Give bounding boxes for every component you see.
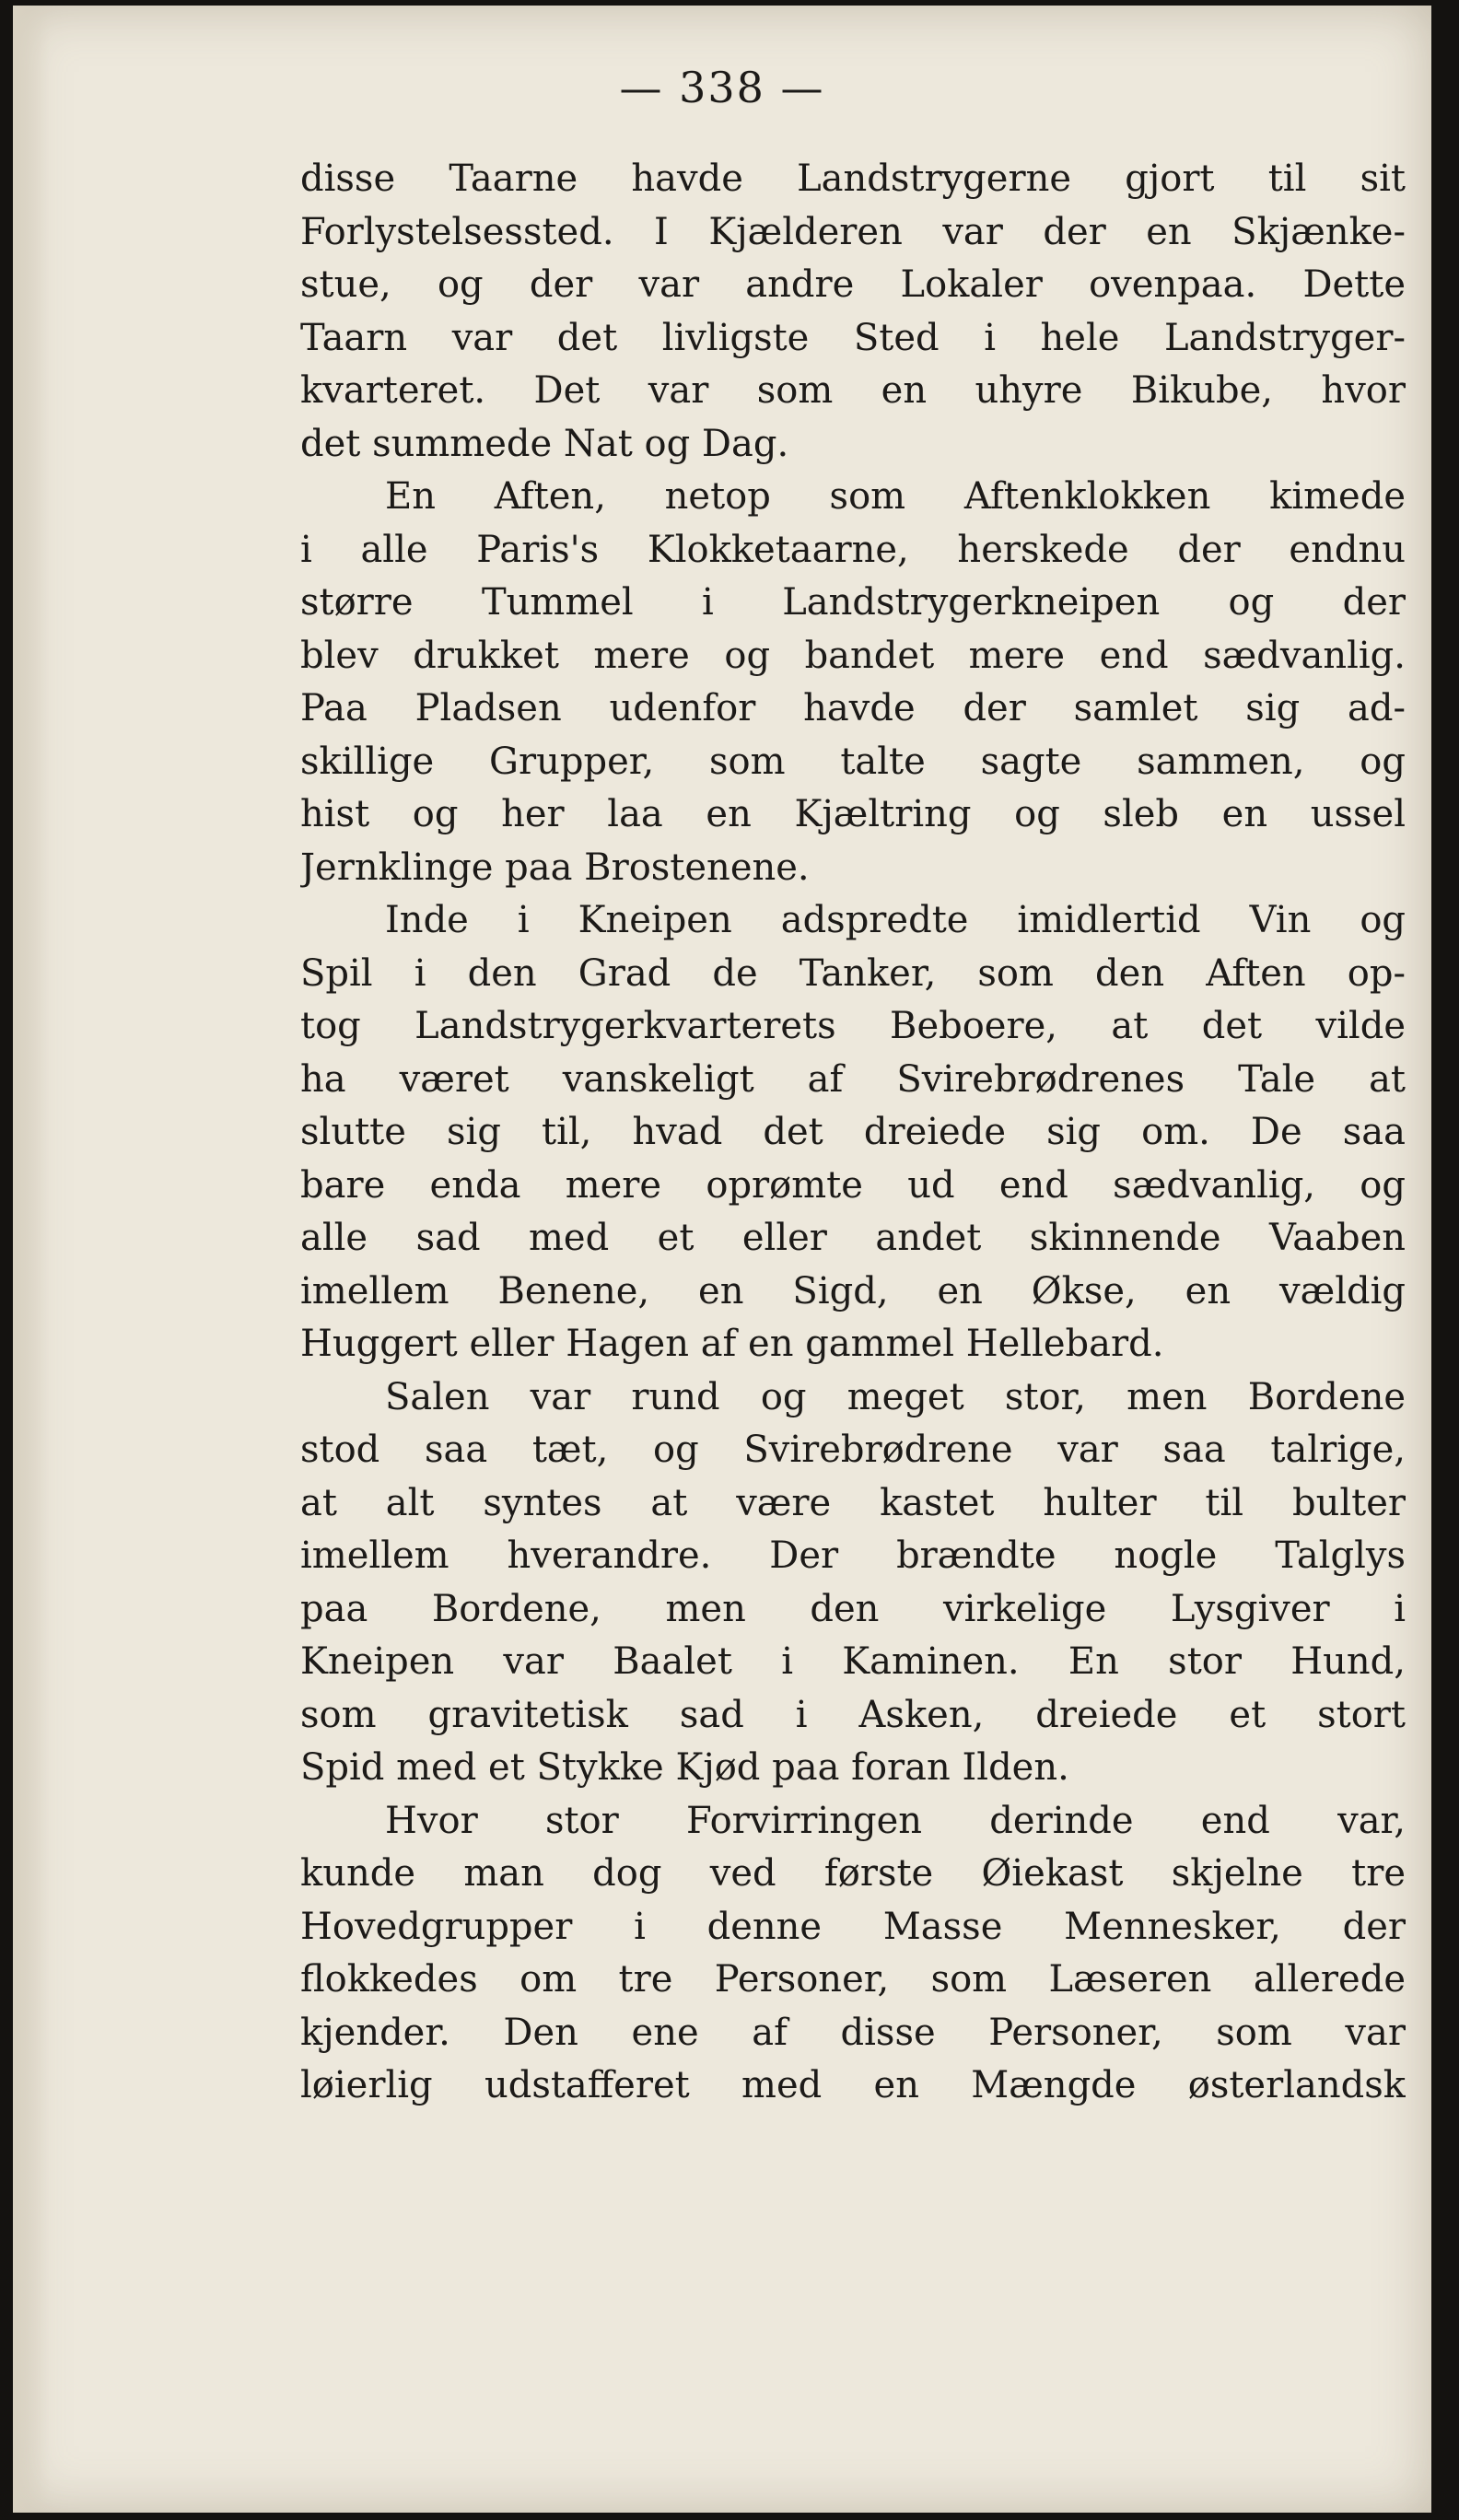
text-line: stue, og der var andre Lokaler ovenpaa. Dette [300, 263, 1406, 306]
text-line: Hovedgrupper i denne Masse Mennesker, der [300, 1905, 1406, 1948]
text-line: Hvor stor Forvirringen derinde end var, [385, 1799, 1406, 1842]
text-line: Kneipen var Baalet i Kaminen. En stor Hund, [300, 1640, 1406, 1683]
text-line: disse Taarne havde Landstrygerne gjort til sit [300, 158, 1406, 200]
text-line: blev drukket mere og bandet mere end sædvanlig. [300, 634, 1406, 677]
text-line: som gravitetisk sad i Asken, dreiede et stort [300, 1693, 1406, 1736]
paragraph [300, 894, 1406, 1371]
text-line: ha været vanskeligt af Svirebrødrenes Tale at [300, 1057, 1406, 1101]
text-line: kvarteret. Det var som en uhyre Bikube, hvor [300, 369, 1406, 412]
text-line: stod saa tæt, og Svirebrødrene var saa talrige, [300, 1429, 1406, 1471]
text-line: bare enda mere oprømte ud end sædvanlig, og [300, 1163, 1406, 1207]
paragraph [300, 1371, 1406, 1795]
text-line: flokkedes om tre Personer, som Læseren allerede [300, 1958, 1406, 2001]
text-line: kjender. Den ene af disse Personer, som var [300, 2011, 1406, 2054]
text-line: paa Bordene, men den virkelige Lysgiver i [300, 1587, 1406, 1630]
text-line: tog Landstrygerkvarterets Beboere, at det vilde [300, 1005, 1406, 1047]
text-line: Huggert eller Hagen af en gammel Hellebard. [300, 1323, 1164, 1365]
text-line: En Aften, netop som Aftenklokken kimede [385, 475, 1406, 518]
text-line: kunde man dog ved første Øiekast skjelne tre [300, 1852, 1406, 1895]
text-line: skillige Grupper, som talte sagte sammen, og [300, 740, 1406, 783]
text-line: Salen var rund og meget stor, men Bordene [385, 1375, 1406, 1418]
page-binding-shadow [13, 6, 50, 2513]
text-line: Forlystelsessted. I Kjælderen var der en Skjænke- [300, 210, 1406, 253]
paragraph [300, 1795, 1406, 2113]
text-line: større Tummel i Landstrygerkneipen og der [300, 581, 1406, 624]
book-page [13, 6, 1431, 2513]
text-line: at alt syntes at være kastet hulter til bulter [300, 1481, 1406, 1524]
text-line: alle sad med et eller andet skinnende Vaaben [300, 1217, 1406, 1259]
paragraph [300, 471, 1406, 894]
text-line: Jernklinge paa Brostenene. [300, 846, 810, 889]
text-line: Taarn var det livligste Sted i hele Landstryger- [300, 316, 1406, 359]
text-line: Inde i Kneipen adspredte imidlertid Vin og [385, 899, 1406, 941]
text-line: Spil i den Grad de Tanker, som den Aften op- [300, 951, 1406, 995]
text-line: hist og her laa en Kjæltring og sleb en ussel [300, 793, 1406, 835]
text-line: imellem Benene, en Sigd, en Økse, en vældig [300, 1269, 1406, 1312]
text-line: slutte sig til, hvad det dreiede sig om. De saa [300, 1111, 1406, 1153]
paragraph [300, 153, 1406, 471]
body-text [300, 153, 1406, 2113]
text-line: Spid med et Stykke Kjød paa foran Ilden. [300, 1746, 1069, 1789]
text-line: Paa Pladsen udenfor havde der samlet sig ad- [300, 687, 1406, 729]
text-line: løierlig udstafferet med en Mængde østerlandsk [300, 2064, 1406, 2106]
text-line: i alle Paris's Klokketaarne, herskede der endnu [300, 528, 1406, 571]
text-line: imellem hverandre. Der brændte nogle Talglys [300, 1534, 1406, 1577]
page-number: — 338 — [619, 63, 825, 112]
text-line: det summede Nat og Dag. [300, 422, 789, 465]
